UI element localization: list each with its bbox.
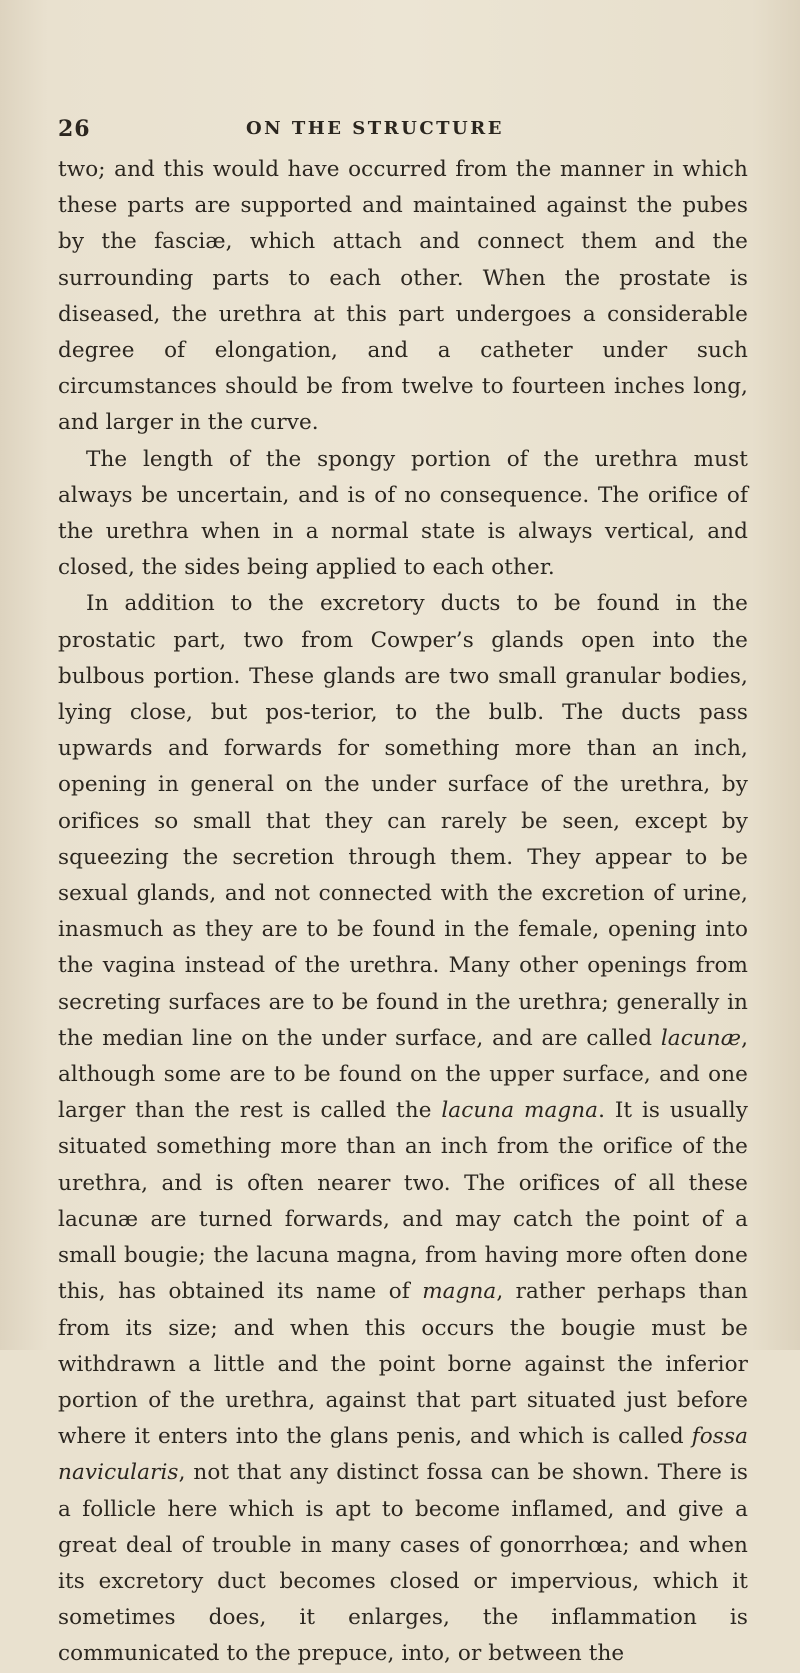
running-title: ON THE STRUCTURE <box>246 118 504 139</box>
paragraph-3-text-5: , not that any distinct fossa can be shown. There is a follicle here which is apt to become inflamed, and give a great deal of trouble in many cases of gonorrhœa; and when its excretory duct becomes closed or impervious, which it sometimes does, it enlarges, the inflammation is communicated to the prepuce, into, or between the <box>58 1460 748 1667</box>
running-head <box>58 0 760 142</box>
term-fossa-navicularis: fossa navicularis <box>58 1424 748 1486</box>
term-lacuna-magna: lacuna magna <box>441 1098 599 1124</box>
page-number: 26 <box>58 116 91 142</box>
paragraph-1-text: two; and this would have occurred from the manner in which these parts are supported and maintained against the pubes by the fasciæ, which attach and connect them and the surrounding parts to each other. When the prostate is diseased, the urethra at this part undergoes a considerable degree of elongation, and a catheter under such circumstances should be from twelve to fourteen inches long, and larger in the curve. <box>58 157 748 436</box>
term-lacunae: lacunæ <box>660 1025 742 1051</box>
paragraph-3-text-3: . It is usually situated something more than an inch from the orifice of the urethra, and is often nearer two. The orifices of all these lacunæ are turned forwards, and may catch the point of a small bougie; the lacuna magna, from having more often done this, has obtained its name of <box>58 1098 748 1305</box>
paragraph-2 <box>58 442 748 587</box>
paragraph-2-text: The length of the spongy portion of the urethra must always be uncertain, and is of no consequence. The orifice of the urethra when in a normal state is always vertical, and closed, the sides being applied to each other. <box>58 446 748 581</box>
body-text <box>58 152 748 1673</box>
paragraph-3-text-1: In addition to the excretory ducts to be found in the prostatic part, two from Cowper’s glands open into the bulbous portion. These glands are two small granular bodies, lying close, but pos-terior, to the bulb. The ducts pass upwards and forwards for something more than an inch, opening in general on the under surface of the urethra, by orifices so small that they can rarely be seen, except by squeezing the secretion through them. They appear to be sexual glands, and not connected with the excretion of urine, inasmuch as they are to be found in the female, opening into the vagina instead of the urethra. Many other openings from secreting surfaces are to be found in the urethra; generally in the median line on the under surface, and are called <box>58 591 748 1051</box>
paragraph-3 <box>58 586 748 1672</box>
paragraph-3-text-2: , although some are to be found on the upper surface, and one larger than the rest is called the <box>58 1025 748 1124</box>
term-magna: magna <box>422 1279 497 1305</box>
paragraph-1 <box>58 152 748 442</box>
paragraph-3-text-4: , rather perhaps than from its size; and when this occurs the bougie must be withdrawn a little and the point borne against the inferior portion of the urethra, against that part situated just before where it enters into the glans penis, and which is called <box>58 1279 748 1450</box>
